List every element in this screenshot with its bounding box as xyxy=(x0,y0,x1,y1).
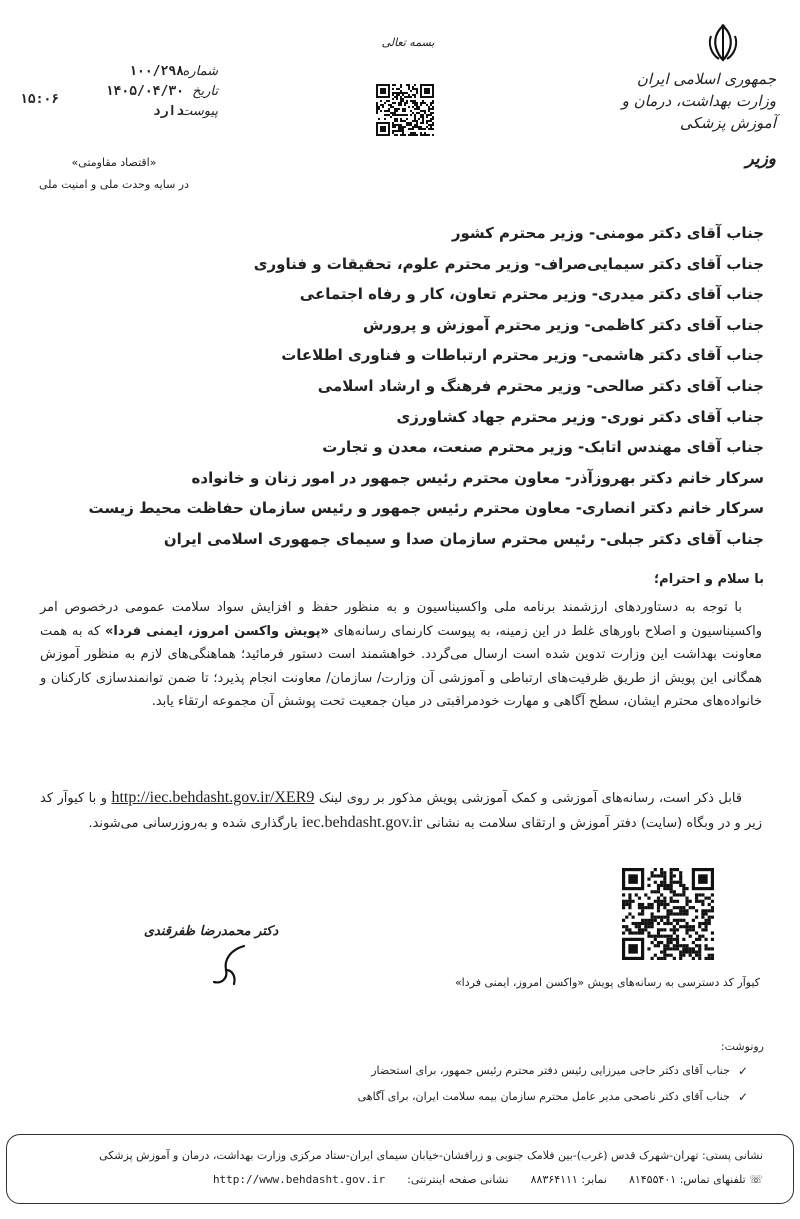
time-value: ۱۵:۰۶ xyxy=(20,92,60,107)
footer-contacts xyxy=(63,1173,763,1186)
cc-list xyxy=(188,1058,748,1110)
ministry-header xyxy=(596,68,776,170)
ministry-line2: وزارت بهداشت، درمان و آموزش پزشکی xyxy=(621,92,776,132)
attachment-row xyxy=(18,104,218,124)
number-label: شماره xyxy=(182,64,218,79)
letter-meta xyxy=(18,64,218,124)
attachment-value: دارد xyxy=(152,104,184,119)
slogan-line1: «اقتصاد مقاومتی» xyxy=(71,156,157,169)
addressee-item: جناب آقای دکتر هاشمی- وزیر محترم ارتباطات و فناوری اطلاعات xyxy=(281,346,764,365)
phone-icon: ☏ xyxy=(749,1173,763,1186)
footer-website-link[interactable]: http://www.behdasht.gov.ir xyxy=(212,1173,386,1186)
minister-title: وزیر xyxy=(745,149,776,169)
cc-item xyxy=(188,1058,748,1084)
slogan xyxy=(24,152,204,196)
number-value: ۱۰۰/۲۹۸ xyxy=(129,64,184,79)
paragraph-2-text-a: قابل ذکر است، رسانه‌های آموزشی و کمک آموزشی پویش مذکور بر روی لینک xyxy=(318,791,742,806)
paragraph-2-text-c: بارگذاری شده و به‌روزرسانی می‌شوند. xyxy=(88,815,298,831)
check-icon: ✓ xyxy=(737,1064,748,1078)
addressee-item: جناب آقای دکتر صالحی- وزیر محترم فرهنگ و ارشاد اسلامی xyxy=(317,376,764,395)
number-row xyxy=(18,64,218,84)
date-label: تاریخ xyxy=(192,84,218,99)
signature-mark-icon xyxy=(200,940,260,990)
site-link[interactable]: iec.behdasht.gov.ir xyxy=(301,813,423,831)
iran-emblem-icon xyxy=(706,22,740,62)
addressee-item: جناب آقای دکتر مومنی- وزیر محترم کشور xyxy=(451,224,764,242)
addressee-item: جناب آقای دکتر سیمایی‌صراف- وزیر محترم علوم، تحقیقات و فناوری xyxy=(253,254,764,273)
cc-item xyxy=(188,1084,748,1110)
footer-website-label: نشانی صفحه اینترنتی: xyxy=(407,1173,509,1186)
body-paragraph-1 xyxy=(40,596,762,714)
addressee-item: جناب آقای دکتر جبلی- رئیس محترم سازمان صدا و سیمای جمهوری اسلامی ایران xyxy=(163,529,764,548)
addressee-item: جناب آقای دکتر میدری- وزیر محترم تعاون، کار و رفاه اجتماعی xyxy=(299,285,764,304)
greeting: با سلام و احترام؛ xyxy=(653,572,764,587)
addressee-item: جناب آقای دکتر نوری- وزیر محترم جهاد کشاورزی xyxy=(396,407,764,426)
check-icon: ✓ xyxy=(737,1090,748,1104)
footer-phones-text: تلفنهای تماس: ۸۱۴۵۵۴۰۱ xyxy=(628,1173,746,1186)
cc-item-text: جناب آقای دکتر ناصحی مدیر عامل محترم سازمان بیمه سلامت ایران، برای آگاهی xyxy=(357,1090,730,1103)
basmala: بسمه تعالی xyxy=(381,36,435,49)
date-value: ۱۴۰۵/۰۴/۳۰ xyxy=(105,84,184,99)
footer-phones xyxy=(629,1173,763,1186)
addressee-item: جناب آقای دکتر کاظمی- وزیر محترم آموزش و پرورش xyxy=(362,315,764,334)
body-paragraph-2 xyxy=(40,786,762,835)
addressee-item: سرکار خانم دکتر انصاری- معاون محترم رئیس جمهور و رئیس سازمان حفاظت محیط زیست xyxy=(88,499,764,518)
signatory-name: دکتر محمدرضا ظفرقندی xyxy=(143,924,279,939)
paragraph-2-text-b: و با کیوآر کد زیر و در وبگاه (سایت) دفتر آموزش و ارتقای سلامت به نشانی xyxy=(40,791,762,831)
footer-fax: نمابر: ۸۸۳۶۴۱۱۱ xyxy=(530,1173,607,1186)
paragraph-1-text-a: با توجه به دستاوردهای ارزشمند برنامه ملی واکسیناسیون و به منظور حفظ و افزایش سواد سلامت عمومی درخصوص امر واکسیناسیون و اصلاح باورهای غلط در این زمینه، به پیوست کارنمای رسانه‌های xyxy=(40,600,762,639)
slogan-line2: در سایه وحدت ملی و امنیت ملی xyxy=(38,178,190,191)
attachment-label: پیوست xyxy=(180,104,218,119)
addressee-item: سرکار خانم دکتر بهروزآذر- معاون محترم رئیس جمهور در امور زنان و خانواده xyxy=(191,468,764,487)
addressee-list xyxy=(88,218,764,555)
cc-title: رونوشت: xyxy=(720,1040,764,1053)
qr-caption: کیوآر کد دسترسی به رسانه‌های پویش «واکسن امروز، ایمنی فردا» xyxy=(454,976,760,989)
qr-code-campaign[interactable] xyxy=(622,868,714,960)
footer-address: نشانی پستی: تهران-شهرک قدس (غرب)-بین فلامک جنوبی و زرافشان-خیابان سیمای ایران-ستاد مرکزی وزارت بهداشت، درمان و آموزش پزشکی xyxy=(99,1149,763,1162)
addressee-item: جناب آقای مهندس اتابک- وزیر محترم صنعت، معدن و تجارت xyxy=(322,438,764,457)
qr-code-header xyxy=(376,84,434,136)
campaign-name: «پویش واکسن امروز، ایمنی فردا» xyxy=(105,623,329,639)
campaign-link[interactable]: http://iec.behdasht.gov.ir/XER9 xyxy=(111,789,315,806)
paragraph-1-text-b: که به همت معاونت بهداشت این وزارت تدوین شده است ارسال می‌گردد. خواهشمند است دستور فرمائید؛ هماهنگی‌های لازم به منظور آموزش همگانی این پویش از طریق ظرفیت‌های ارتباطی و آموزشی آن وزارت/ سازمان/ معاونت انجام پذیرد؛ تا ضمن توانمندسازی کارکنان و خانواده‌های محترم ایشان، سطح آگاهی و مهارت خودمراقبتی در میان جمعیت تحت پوشش آن مجموعه ارتقاء یابد. xyxy=(40,623,762,709)
ministry-line1: جمهوری اسلامی ایران xyxy=(636,70,776,88)
footer-box xyxy=(6,1134,794,1204)
cc-item-text: جناب آقای دکتر حاجی میرزایی رئیس دفتر محترم رئیس جمهور، برای استحضار xyxy=(371,1064,730,1077)
